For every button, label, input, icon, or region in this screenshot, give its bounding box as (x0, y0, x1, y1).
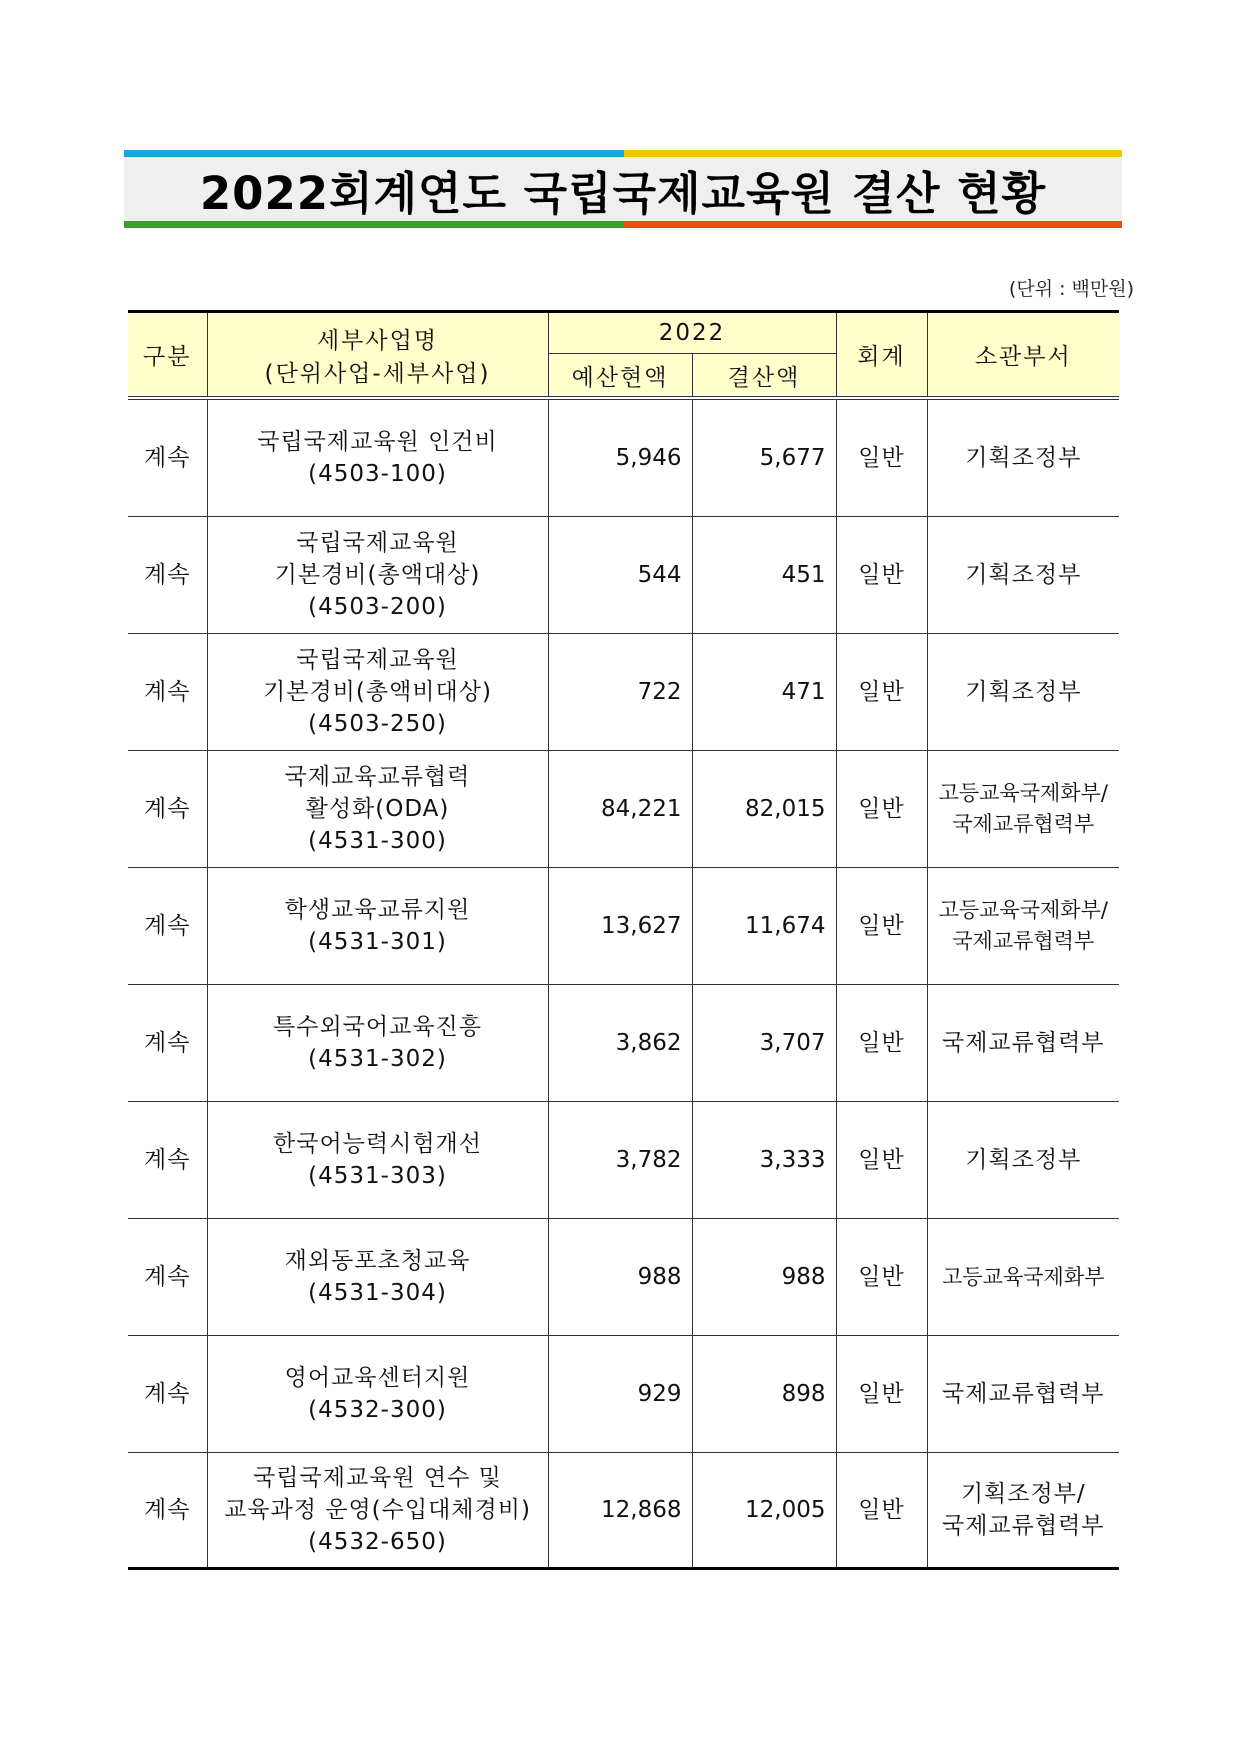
row-department (927, 634, 1119, 751)
row-department (927, 398, 1119, 517)
row-department (927, 1219, 1119, 1336)
row-project-name-line: (4531-300) (308, 828, 447, 854)
row-budget: 12,868 (548, 1453, 692, 1569)
row-project-name (207, 634, 548, 751)
header-project-name-line2: (단위사업-세부사업) (264, 360, 491, 387)
row-project-name-line: (4531-302) (308, 1046, 447, 1072)
row-department-line: 기획조정부 (965, 445, 1082, 471)
table-row (128, 634, 1119, 751)
row-budget: 3,782 (548, 1102, 692, 1219)
row-settlement: 898 (692, 1336, 836, 1453)
row-department-line: 기획조정부 (965, 562, 1082, 588)
row-category: 계속 (128, 517, 207, 634)
row-settlement: 82,015 (692, 751, 836, 868)
row-account: 일반 (836, 868, 927, 985)
row-project-name-line: 영어교육센터지원 (284, 1365, 471, 1391)
page-title: 2022회계연도 국립국제교육원 결산 현황 (199, 166, 1047, 220)
row-department (927, 985, 1119, 1102)
row-project-name (207, 398, 548, 517)
settlement-table (128, 310, 1119, 1570)
row-department-line: 고등교육국제화부 (942, 1264, 1105, 1289)
row-department-line: 국제교류협력부 (942, 1513, 1105, 1539)
row-project-name-line: 국립국제교육원 인건비 (257, 429, 498, 455)
table-body (128, 398, 1119, 1569)
table-row (128, 751, 1119, 868)
row-settlement: 11,674 (692, 868, 836, 985)
row-category: 계속 (128, 1453, 207, 1569)
row-project-name (207, 751, 548, 868)
table-header (128, 312, 1119, 399)
row-department-line: 국제교류협력부 (942, 1030, 1105, 1056)
title-banner (124, 150, 1122, 228)
header-year: 2022 (548, 312, 836, 354)
row-category: 계속 (128, 1336, 207, 1453)
title-background (124, 157, 1122, 221)
row-budget: 13,627 (548, 868, 692, 985)
row-category: 계속 (128, 634, 207, 751)
row-account: 일반 (836, 1336, 927, 1453)
header-project-name-line1: 세부사업명 (316, 327, 439, 354)
table-row (128, 1336, 1119, 1453)
header-category: 구분 (128, 312, 207, 399)
row-project-name-line: 국제교육교류협력 (284, 764, 471, 790)
row-department (927, 751, 1119, 868)
row-project-name-line: (4531-301) (308, 929, 447, 955)
row-department (927, 1453, 1119, 1569)
row-account: 일반 (836, 517, 927, 634)
row-budget: 544 (548, 517, 692, 634)
row-project-name-line: (4503-100) (308, 461, 447, 487)
table-row (128, 1102, 1119, 1219)
table-row (128, 1219, 1119, 1336)
row-category: 계속 (128, 398, 207, 517)
row-project-name-line: 한국어능력시험개선 (273, 1131, 482, 1157)
row-project-name-line: 기본경비(총액대상) (274, 562, 481, 588)
row-settlement: 12,005 (692, 1453, 836, 1569)
row-department (927, 868, 1119, 985)
row-category: 계속 (128, 1219, 207, 1336)
row-project-name-line: (4532-650) (308, 1529, 447, 1555)
row-department (927, 1336, 1119, 1453)
row-project-name-line: 재외동포초청교육 (284, 1248, 471, 1274)
row-project-name (207, 868, 548, 985)
row-budget: 84,221 (548, 751, 692, 868)
header-department: 소관부서 (927, 312, 1119, 399)
header-budget: 예산현액 (548, 354, 692, 399)
row-settlement: 5,677 (692, 398, 836, 517)
row-account: 일반 (836, 1102, 927, 1219)
row-department-line: 기획조정부 (965, 679, 1082, 705)
row-project-name-line: (4531-303) (308, 1163, 447, 1189)
row-project-name-line: 국립국제교육원 (296, 530, 459, 556)
row-account: 일반 (836, 751, 927, 868)
row-budget: 929 (548, 1336, 692, 1453)
table-row (128, 1453, 1119, 1569)
unit-label: (단위 : 백만원) (1008, 278, 1134, 300)
row-project-name (207, 517, 548, 634)
row-project-name-line: 학생교육교류지원 (284, 897, 471, 923)
table-row (128, 517, 1119, 634)
row-project-name-line: (4531-304) (308, 1280, 447, 1306)
row-project-name-line: 기본경비(총액비대상) (263, 679, 492, 705)
row-project-name-line: 특수외국어교육진흥 (273, 1014, 482, 1040)
row-category: 계속 (128, 868, 207, 985)
row-category: 계속 (128, 751, 207, 868)
row-account: 일반 (836, 985, 927, 1102)
header-settlement: 결산액 (692, 354, 836, 399)
row-project-name-line: (4532-300) (308, 1397, 447, 1423)
title-bottom-stripe (124, 221, 1122, 228)
row-category: 계속 (128, 1102, 207, 1219)
row-department (927, 517, 1119, 634)
row-budget: 722 (548, 634, 692, 751)
row-department-line: 국제교류협력부 (952, 812, 1095, 836)
row-project-name (207, 1453, 548, 1569)
row-budget: 988 (548, 1219, 692, 1336)
row-project-name (207, 1219, 548, 1336)
row-account: 일반 (836, 1453, 927, 1569)
header-account: 회계 (836, 312, 927, 399)
row-department-line: 국제교류협력부 (952, 929, 1095, 953)
row-department-line: 기획조정부/ (960, 1481, 1086, 1507)
row-settlement: 988 (692, 1219, 836, 1336)
row-department-line: 기획조정부 (965, 1147, 1082, 1173)
row-department-line: 고등교육국제화부/ (938, 898, 1108, 922)
row-settlement: 451 (692, 517, 836, 634)
table-row (128, 985, 1119, 1102)
row-project-name (207, 985, 548, 1102)
row-account: 일반 (836, 634, 927, 751)
table-row (128, 398, 1119, 517)
row-project-name-line: 교육과정 운영(수입대체경비) (224, 1497, 531, 1523)
row-settlement: 3,707 (692, 985, 836, 1102)
row-settlement: 471 (692, 634, 836, 751)
table-row (128, 868, 1119, 985)
row-category: 계속 (128, 985, 207, 1102)
row-department-line: 고등교육국제화부/ (938, 781, 1108, 805)
row-account: 일반 (836, 398, 927, 517)
row-budget: 3,862 (548, 985, 692, 1102)
row-project-name (207, 1102, 548, 1219)
row-project-name-line: 국립국제교육원 연수 및 (253, 1465, 502, 1491)
row-department-line: 국제교류협력부 (942, 1381, 1105, 1407)
row-project-name-line: (4503-200) (308, 594, 447, 620)
row-budget: 5,946 (548, 398, 692, 517)
row-project-name-line: 국립국제교육원 (296, 647, 459, 673)
row-project-name-line: 활성화(ODA) (305, 796, 450, 822)
row-project-name (207, 1336, 548, 1453)
row-project-name-line: (4503-250) (308, 711, 447, 737)
row-settlement: 3,333 (692, 1102, 836, 1219)
header-project-name (207, 312, 548, 399)
row-department (927, 1102, 1119, 1219)
row-account: 일반 (836, 1219, 927, 1336)
